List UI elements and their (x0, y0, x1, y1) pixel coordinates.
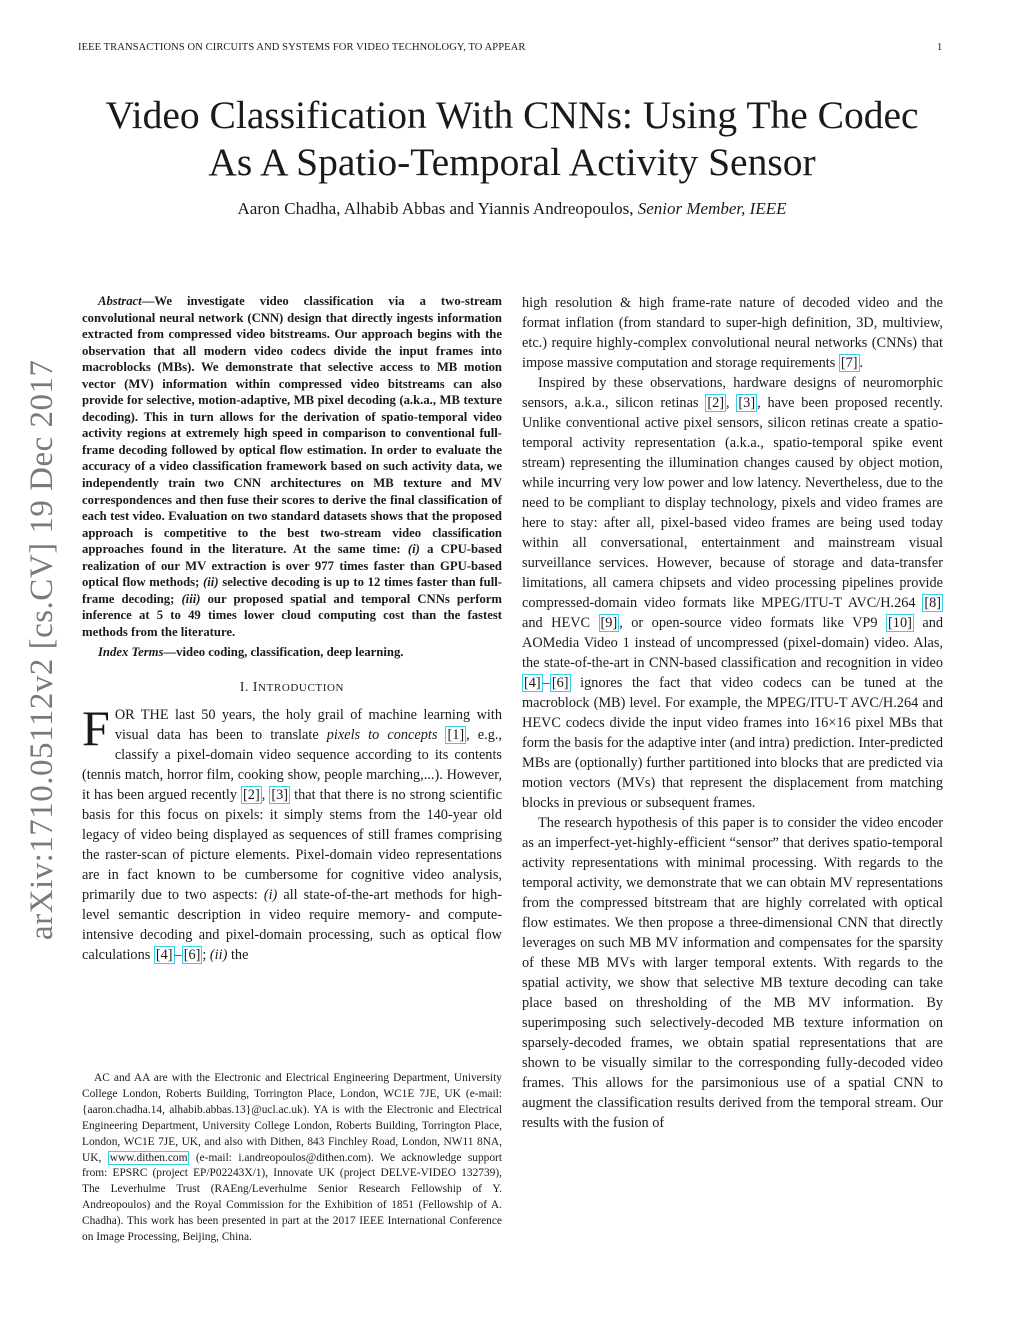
intro-text: – (174, 947, 182, 964)
citation-link[interactable]: [2] (243, 787, 260, 804)
arxiv-identifier: arXiv:1710.05112v2 [cs.CV] 19 Dec 2017 (24, 359, 60, 940)
paper-title (60, 92, 964, 186)
title-line-1: Video Classification With CNNs: Using The Codec (105, 93, 919, 137)
left-column (82, 293, 502, 965)
abstract-dash: — (141, 294, 155, 308)
right-column (522, 293, 943, 1133)
running-head: IEEE TRANSACTIONS ON CIRCUITS AND SYSTEMS FOR VIDEO TECHNOLOGY, TO APPEAR (78, 42, 526, 53)
abstract-item-iii: (iii) (181, 591, 201, 606)
citation-link[interactable]: [9] (600, 615, 618, 631)
abstract-item-i: (i) (407, 542, 420, 557)
citation-link[interactable]: [2] (707, 395, 724, 411)
section-heading-introduction (82, 679, 502, 695)
abstract (82, 293, 502, 640)
index-terms-dash: — (163, 645, 177, 660)
index-terms-text: video coding, classification, deep learning. (176, 645, 404, 660)
page-number: 1 (937, 42, 943, 53)
author-names: Aaron Chadha, Alhabib Abbas and Yiannis Andreopoulos, (237, 199, 634, 218)
macroblock-size: 16×16 (813, 715, 851, 731)
intro-text: all state-of-the-art methods for high-level semantic description in video require memory- and compute-intensive decoding and pixel-domain processing, such as optical flow calculations (82, 887, 502, 964)
footnote-text: (e-mail: i.andreopoulos@dithen.com). We acknowledge support from: EPSRC (project EP/P02243X/1), Innovate UK (project DELVE-VIDEO 132739), The Leverhulme Trust (RAEng/Leverhulme Senior Research Fellowship of Y. Andreopoulos) and the Royal Commission for the Exhibition of 1851 (Fellowship of A. Chadha). This work has been presented in part at the 2017 IEEE International Conference on Image Processing, Beijing, China. (82, 1151, 502, 1244)
citation-link[interactable]: [3] (738, 395, 756, 411)
abstract-label: Abstract (98, 294, 142, 308)
citation-link[interactable]: [6] (551, 675, 569, 691)
index-terms (82, 644, 502, 661)
title-line-2: As A Spatio-Temporal Activity Sensor (208, 140, 816, 184)
author-footnote (82, 1071, 502, 1246)
citation-link[interactable]: [8] (924, 595, 941, 611)
section-title-smallcaps: NTRODUCTION (258, 682, 345, 695)
index-terms-label: Index Terms (98, 645, 164, 660)
intro-text: the (227, 947, 249, 964)
abstract-item-ii: (ii) (203, 575, 219, 590)
intro-paragraph (82, 700, 502, 965)
citation-link[interactable]: [4] (524, 675, 541, 691)
abstract-text-4: our proposed spatial and temporal CNNs perform inference at 5 to 49 times lower cloud computing cost than the fastest methods from the literature. (82, 591, 502, 639)
intro-emphasis: pixels to concepts (326, 727, 438, 744)
intro-text: , e.g., classify a pixel-domain video sequence according to its contents (tennis match, horror film, cooking show, people marching,...). However, it has been argued recently (82, 727, 502, 804)
body-text: . (859, 355, 864, 371)
footnote-url-link[interactable]: www.dithen.com (109, 1151, 188, 1164)
abstract-text-3: selective decoding is up to 12 times faster than full-frame decoding; (82, 575, 502, 606)
author-role: Senior Member, IEEE (637, 199, 787, 218)
body-text: Inspired by these observations, hardware designs of neuromorphic sensors, a.k.a., silicon retinas (522, 375, 943, 411)
drop-cap: F (82, 700, 110, 757)
body-text: high resolution & high frame-rate nature of decoded video and the format inflation (from standard to super-high definition, 3D, multiview, etc.) require highly-complex convolutional neural networks (CNNs) that impose massive computation and storage requirements (522, 295, 943, 371)
citation-link[interactable]: [1] (447, 727, 465, 744)
intro-item-ii: (ii) (209, 947, 228, 964)
author-list (60, 199, 964, 219)
citation-link[interactable]: [6] (183, 947, 201, 964)
citation-link[interactable]: [3] (271, 787, 289, 804)
citation-link[interactable]: [4] (155, 947, 173, 964)
citation-link[interactable]: [7] (840, 355, 858, 371)
body-text: , (726, 395, 737, 411)
citation-link[interactable]: [10] (888, 615, 912, 631)
section-numeral: I. I (239, 679, 259, 695)
body-paragraph (522, 373, 943, 813)
body-text: – (542, 675, 550, 691)
intro-text: that that there is no strong scientific basis for this focus on pixels: it simply stems from the 140-year old legacy of video being displayed as sequences of still frames comprising the raster-scan of picture elements. Pixel-domain video representations are in fact known to be cumbersome for cognitive video analysis, primarily due to two aspects: (82, 787, 502, 904)
body-text: and HEVC (522, 615, 599, 631)
body-paragraph (522, 293, 943, 373)
abstract-text-1: We investigate video classification via a two-stream convolutional neural network (CNN) design that directly ingests information extracted from compressed video bitstreams. Our approach begins with the observation that all modern video codecs divide the input frames into macroblocks (MBs). We demonstrate that selective access to MB motion vector (MV) information within compressed video bitstreams can also provide for selective, motion-adaptive, MB pixel decoding (a.k.a., MB texture decoding). This in turn allows for the derivation of spatio-temporal video activity regions at extremely high speed in comparison to conventional full-frame decoding followed by optical flow estimation. In order to evaluate the accuracy of a video classification framework based on such activity data, we independently train two CNN architectures on MB texture and MV correspondences and then fuse their scores to derive the final classification of each test video. Evaluation on two standard datasets shows that the proposed approach is competitive to the best two-stream video classification approaches found in the literature. At the same time: (82, 294, 502, 557)
intro-item-i: (i) (263, 887, 278, 904)
body-text: ignores the fact that video codecs can be tuned at the macroblock (MB) level. For example, the MPEG/ITU-T AVC/H.264 and HEVC codecs divide the input video frames into (522, 675, 943, 731)
body-text: , have been proposed recently. Unlike conventional active pixel sensors, silicon retinas create a spatio-temporal activity representation (a.k.a., spatio-temporal spike event stream) representing the illumination changes caused by object motion, while incurring very low power and low latency. Nevertheless, due to the need to be compliant to display technology, pixels and video frames are here to stay: after all, pixel-based video frames are being used today within all conversational, entertainment and mainstream visual surveillance services. However, because of storage and data-transfer limitations, all camera chipsets and video processing pipelines provide compressed-domain video formats like MPEG/ITU-T AVC/H.264 (522, 395, 944, 611)
intro-text: OR THE last 50 years, the holy grail of machine learning with visual data has been to translate (114, 707, 502, 744)
abstract-text-2: a CPU-based realization of our MV extraction is over 977 times faster than GPU-based optical flow methods; (82, 542, 502, 590)
footnote-text: AC and AA are with the Electronic and Electrical Engineering Department, University College London, Roberts Building, Torrington Place, London, WC1E 7JE, UK (e-mail: {aaron.chadha.14, alhabib.abbas.13}@ucl.ac.uk). YA is with the Electronic and Electrical Engineering Department, University College London, Roberts Building, Torrington Place, London, WC1E 7JE, UK, and also with Dithen, 843 Finchley Road, London, NW11 8NA, UK, (82, 1072, 502, 1164)
body-text: pixel MBs that form the basis for the adaptive inter (and intra) prediction. Inter-predicted MBs are (optionally) further partitioned into blocks that are predicted via motion vectors (MVs) that represent the displacement from matching blocks in previous or subsequent frames. (522, 715, 943, 811)
body-text: , or open-source video formats like VP9 (619, 615, 887, 631)
intro-text: , (261, 787, 270, 804)
body-text: and AOMedia Video 1 instead of uncompressed (pixel-domain) video. Alas, the state-of-the-art in CNN-based classification and recognition in video (522, 615, 943, 671)
intro-text: ; (202, 947, 210, 964)
body-paragraph (522, 813, 943, 1133)
body-text: The research hypothesis of this paper is to consider the video encoder as an imperfect-yet-highly-efficient “sensor” that derives spatio-temporal activity representations with minimal processing. With regards to the temporal activity, we demonstrate that we can obtain MV representations from the compressed bitstream that are highly correlated with optical flow estimates. We then propose a three-dimensional CNN that directly leverages on such MB MV information and compensates for the sparsity of these MB MVs with larger temporal extents. With regards to the spatial activity, we show that selective MB texture decoding can take place based on thresholding of the MB MV information. By superimposing such selectively-decoded MB texture information on sparsely-decoded frames, we obtain spatial representations that are shown to be visually similar to the corresponding fully-decoded video frames. This allows for the parsimonious use of a spatial CNN to augment the classification results derived from the temporal stream. Our results with the fusion of (522, 815, 943, 1131)
